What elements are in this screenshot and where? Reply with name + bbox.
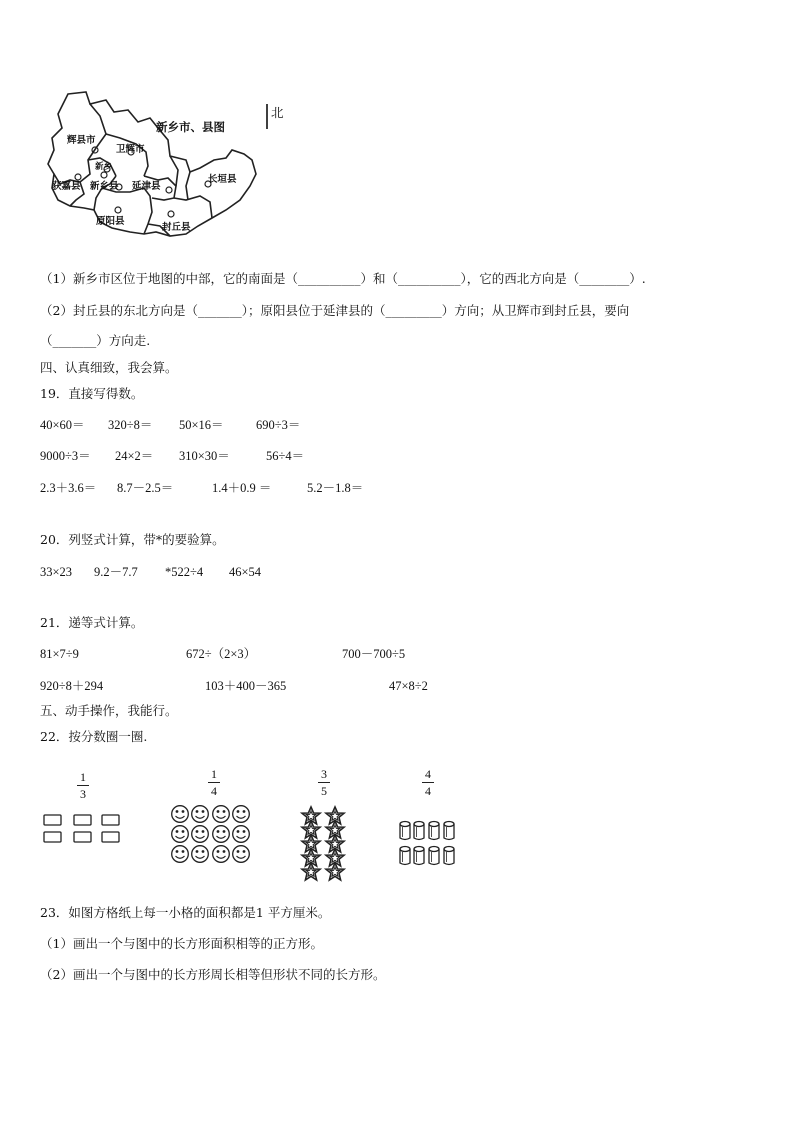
q19-item: 5.2－1.8＝	[307, 481, 364, 495]
q19-item: 1.4＋0.9 ＝	[212, 481, 272, 495]
fraction-numerator: 3	[321, 767, 327, 781]
map-label-fengqiu: 封丘县	[162, 222, 191, 233]
q18-part2-line2: （_______）方向走.	[40, 333, 151, 348]
q20-heading: 20．列竖式计算，带*的要验算。	[40, 532, 225, 547]
map-border	[174, 196, 212, 218]
cylinder-icon	[429, 847, 439, 865]
smiley-icon	[233, 846, 250, 863]
smiley-icon	[213, 846, 230, 863]
map-label-huixian: 辉县市	[67, 135, 96, 146]
fraction-bar	[318, 782, 330, 783]
q19-item: 8.7－2.5＝	[117, 481, 174, 495]
q19-item: 56÷4＝	[266, 449, 305, 463]
rectangle-shape	[44, 815, 61, 825]
q23-part1: （1）画出一个与图中的长方形面积相等的正方形。	[40, 936, 323, 951]
q20-item: 46×54	[229, 565, 262, 579]
section-4-heading: 四、认真细致，我会算。	[40, 360, 178, 375]
q23-heading: 23．如图方格纸上每一小格的面积都是1 平方厘米。	[40, 905, 331, 920]
cylinder-icon	[414, 822, 424, 840]
map-label-xinxiang: 新乡	[95, 162, 113, 172]
rectangle-shape	[44, 832, 61, 842]
q18-part2-line1: （2）封丘县的东北方向是（_______）；原阳县位于延津县的（_________）方向；从卫辉市到封丘县，要向	[40, 303, 630, 318]
city-marker	[168, 211, 174, 217]
map-label-weihui: 卫辉市	[116, 144, 145, 155]
cylinder-icon	[444, 847, 454, 865]
cylinder-icon	[414, 847, 424, 865]
q21-item: 672÷（2×3）	[186, 647, 257, 661]
fraction-numerator: 4	[425, 767, 431, 781]
cylinder-icon	[400, 847, 410, 865]
cylinder-icon	[444, 822, 454, 840]
q21-item: 103＋400－365	[205, 679, 287, 693]
fraction-bar	[208, 782, 220, 783]
rectangle-shape	[102, 832, 119, 842]
q20-item: *522÷4	[165, 565, 204, 579]
q19-heading: 19．直接写得数。	[40, 386, 144, 401]
fraction-label	[314, 767, 334, 798]
rectangle-group	[40, 812, 125, 848]
rectangle-shape	[102, 815, 119, 825]
q21-item: 920÷8＋294	[40, 679, 104, 693]
smiley-icon	[192, 826, 209, 843]
q19-item: 50×16＝	[179, 418, 224, 432]
section-5-heading: 五、动手操作，我能行。	[40, 703, 178, 718]
q19-item: 24×2＝	[115, 449, 154, 463]
smiley-icon	[213, 806, 230, 823]
q21-heading: 21．递等式计算。	[40, 615, 144, 630]
q23-part2: （2）画出一个与图中的长方形周长相等但形状不同的长方形。	[40, 967, 386, 982]
map-border	[186, 172, 190, 200]
q19-item: 40×60＝	[40, 418, 85, 432]
smiley-icon	[192, 846, 209, 863]
fraction-bar	[77, 785, 89, 786]
map-label-changyuan: 长垣县	[208, 174, 237, 185]
smiley-icon	[172, 826, 189, 843]
city-marker	[166, 187, 172, 193]
smiley-icon	[192, 806, 209, 823]
smiley-icon	[233, 806, 250, 823]
q19-item: 320÷8＝	[108, 418, 153, 432]
fraction-numerator: 1	[80, 770, 86, 784]
fraction-denominator: 4	[425, 784, 431, 798]
fraction-numerator: 1	[211, 767, 217, 781]
q18-part1: （1）新乡市区位于地图的中部，它的南面是（__________）和（__________），它的西北方向是（________）.	[40, 271, 646, 286]
cylinder-icon	[400, 822, 410, 840]
q22-heading: 22．按分数圈一圈.	[40, 729, 148, 744]
q19-item: 9000÷3＝	[40, 449, 91, 463]
q19-item: 690÷3＝	[256, 418, 301, 432]
xinxiang-map	[40, 88, 300, 243]
smiley-icon	[233, 826, 250, 843]
rectangle-shape	[74, 832, 91, 842]
map-label-yuanyang: 原阳县	[96, 216, 125, 227]
north-label: 北	[271, 105, 284, 120]
map-title: 新乡市、县图	[156, 120, 225, 134]
q21-item: 81×7÷9	[40, 647, 79, 661]
city-marker	[101, 172, 107, 178]
q19-item: 2.3＋3.6＝	[40, 481, 97, 495]
smiley-group	[168, 803, 254, 867]
smiley-icon	[213, 826, 230, 843]
q19-item: 310×30＝	[179, 449, 230, 463]
smiley-icon	[172, 846, 189, 863]
map-label-huojia: 获嘉县	[52, 181, 81, 192]
q20-item: 33×23	[40, 565, 73, 579]
fraction-bar	[422, 782, 434, 783]
fraction-denominator: 3	[80, 787, 86, 801]
rectangle-shape	[74, 815, 91, 825]
fraction-denominator: 5	[321, 784, 327, 798]
city-marker	[75, 174, 81, 180]
cylinder-group	[396, 818, 462, 870]
map-label-xinxiang-county: 新乡县	[90, 181, 119, 192]
fraction-label	[73, 770, 93, 801]
fraction-label	[418, 767, 438, 798]
city-marker	[115, 207, 121, 213]
smiley-icon	[172, 806, 189, 823]
map-label-yanjin: 延津县	[132, 181, 161, 192]
fraction-label	[204, 767, 224, 798]
fraction-denominator: 4	[211, 784, 217, 798]
cylinder-icon	[429, 822, 439, 840]
q21-item: 47×8÷2	[389, 679, 428, 693]
star-group	[296, 804, 352, 882]
q21-item: 700－700÷5	[342, 647, 406, 661]
q20-item: 9.2－7.7	[94, 565, 138, 579]
